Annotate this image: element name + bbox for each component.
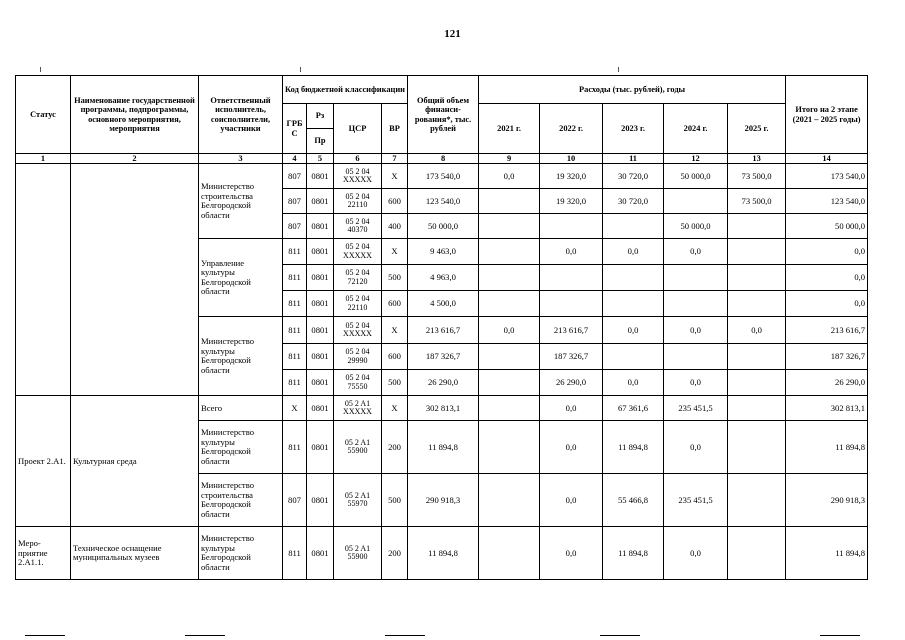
- total-cell: 123 540,0: [408, 189, 479, 214]
- rzpr-cell: 0801: [307, 344, 334, 370]
- total-cell: 302 813,1: [408, 396, 479, 421]
- col-number: 1: [16, 154, 71, 164]
- y2022-cell: 0,0: [540, 396, 603, 421]
- itogo-cell: 50 000,0: [786, 214, 868, 239]
- col-number: 6: [334, 154, 382, 164]
- grbs-cell: 811: [283, 527, 307, 580]
- rzpr-cell: 0801: [307, 370, 334, 396]
- vr-cell: X: [382, 239, 408, 265]
- responsible-cell: Управление культуры Белгородской области: [199, 239, 283, 317]
- y2024-cell: 0,0: [664, 421, 728, 474]
- itogo-cell: 11 894,8: [786, 527, 868, 580]
- total-cell: 213 616,7: [408, 317, 479, 344]
- responsible-cell: Министерство строительства Белгородской области: [199, 474, 283, 527]
- csr-cell: 05 2 04 75550: [334, 370, 382, 396]
- rzpr-cell: 0801: [307, 474, 334, 527]
- vr-cell: 600: [382, 344, 408, 370]
- scan-dash: [820, 635, 860, 636]
- grbs-cell: 807: [283, 214, 307, 239]
- status-cell-empty: [16, 164, 71, 396]
- y2025-cell: [728, 527, 786, 580]
- y2021-cell: [479, 239, 540, 265]
- y2024-cell: [664, 344, 728, 370]
- itogo-cell: 173 540,0: [786, 164, 868, 189]
- header-pr: Пр: [307, 129, 334, 154]
- total-cell: 50 000,0: [408, 214, 479, 239]
- col-number: 13: [728, 154, 786, 164]
- vr-cell: X: [382, 164, 408, 189]
- vr-cell: 500: [382, 474, 408, 527]
- col-number: 4: [283, 154, 307, 164]
- total-cell: 11 894,8: [408, 421, 479, 474]
- y2023-cell: 0,0: [603, 370, 664, 396]
- csr-cell: 05 2 04 22110: [334, 291, 382, 317]
- grbs-cell: X: [283, 396, 307, 421]
- y2021-cell: [479, 214, 540, 239]
- vr-cell: X: [382, 396, 408, 421]
- name-cell-empty: [71, 164, 199, 396]
- name-measure: Техническое оснащение муниципальных музеев: [71, 527, 199, 580]
- csr-cell: 05 2 A1 55900: [334, 421, 382, 474]
- csr-cell: 05 2 04 22110: [334, 189, 382, 214]
- header-csr: ЦСР: [334, 104, 382, 154]
- itogo-cell: 0,0: [786, 291, 868, 317]
- y2025-cell: [728, 291, 786, 317]
- total-cell: 26 290,0: [408, 370, 479, 396]
- y2024-cell: 0,0: [664, 317, 728, 344]
- rzpr-cell: 0801: [307, 396, 334, 421]
- y2022-cell: 26 290,0: [540, 370, 603, 396]
- itogo-cell: 123 540,0: [786, 189, 868, 214]
- y2021-cell: [479, 396, 540, 421]
- y2021-cell: 0,0: [479, 317, 540, 344]
- y2022-cell: [540, 214, 603, 239]
- y2021-cell: [479, 421, 540, 474]
- responsible-cell: Министерство культуры Белгородской области: [199, 317, 283, 396]
- table-row: [16, 527, 868, 580]
- col-number: 12: [664, 154, 728, 164]
- csr-cell: 05 2 A1 55900: [334, 527, 382, 580]
- y2024-cell: 235 451,5: [664, 396, 728, 421]
- y2021-cell: [479, 527, 540, 580]
- csr-cell: 05 2 A1 55970: [334, 474, 382, 527]
- itogo-cell: 187 326,7: [786, 344, 868, 370]
- y2021-cell: [479, 344, 540, 370]
- y2024-cell: [664, 189, 728, 214]
- responsible-cell: Министерство строительства Белгородской области: [199, 164, 283, 239]
- header-year-2025: 2025 г.: [728, 104, 786, 154]
- total-cell: 4 963,0: [408, 265, 479, 291]
- y2023-cell: [603, 344, 664, 370]
- header-year-2024: 2024 г.: [664, 104, 728, 154]
- rzpr-cell: 0801: [307, 527, 334, 580]
- grbs-cell: 811: [283, 421, 307, 474]
- y2024-cell: 0,0: [664, 370, 728, 396]
- header-vr: ВР: [382, 104, 408, 154]
- total-cell: 173 540,0: [408, 164, 479, 189]
- y2022-cell: 19 320,0: [540, 164, 603, 189]
- header-itogo: Итого на 2 этапе (2021 – 2025 годы): [786, 76, 868, 154]
- rzpr-cell: 0801: [307, 421, 334, 474]
- grbs-cell: 811: [283, 344, 307, 370]
- itogo-cell: 213 616,7: [786, 317, 868, 344]
- header-responsible: Ответственный исполнитель, соисполнители, участники: [199, 76, 283, 154]
- y2025-cell: 0,0: [728, 317, 786, 344]
- table-row: [16, 164, 868, 189]
- total-cell: 11 894,8: [408, 527, 479, 580]
- csr-cell: 05 2 A1 XXXXX: [334, 396, 382, 421]
- vr-cell: 400: [382, 214, 408, 239]
- y2023-cell: [603, 291, 664, 317]
- itogo-cell: 11 894,8: [786, 421, 868, 474]
- y2021-cell: [479, 474, 540, 527]
- vr-cell: 200: [382, 421, 408, 474]
- page-number: 121: [444, 28, 461, 40]
- y2021-cell: [479, 370, 540, 396]
- y2021-cell: [479, 265, 540, 291]
- header-name: Наименование государственной программы, подпрограммы, основного мероприятия, мероприятия: [71, 76, 199, 154]
- y2022-cell: [540, 291, 603, 317]
- vr-cell: 500: [382, 370, 408, 396]
- column-number-row: [16, 154, 868, 164]
- y2023-cell: 55 466,8: [603, 474, 664, 527]
- y2022-cell: 0,0: [540, 474, 603, 527]
- total-cell: 9 463,0: [408, 239, 479, 265]
- col-number: 7: [382, 154, 408, 164]
- y2021-cell: 0,0: [479, 164, 540, 189]
- total-cell: 187 326,7: [408, 344, 479, 370]
- header-year-2022: 2022 г.: [540, 104, 603, 154]
- y2023-cell: 30 720,0: [603, 189, 664, 214]
- grbs-cell: 811: [283, 291, 307, 317]
- y2022-cell: 0,0: [540, 421, 603, 474]
- col-number: 9: [479, 154, 540, 164]
- csr-cell: 05 2 04 72120: [334, 265, 382, 291]
- rzpr-cell: 0801: [307, 189, 334, 214]
- responsible-cell: Министерство культуры Белгородской области: [199, 421, 283, 474]
- y2025-cell: 73 500,0: [728, 189, 786, 214]
- y2024-cell: 0,0: [664, 527, 728, 580]
- header-year-2023: 2023 г.: [603, 104, 664, 154]
- y2025-cell: [728, 370, 786, 396]
- csr-cell: 05 2 04 XXXXX: [334, 317, 382, 344]
- header-status: Статус: [16, 76, 71, 154]
- rzpr-cell: 0801: [307, 214, 334, 239]
- csr-cell: 05 2 04 40370: [334, 214, 382, 239]
- header-year-2021: 2021 г.: [479, 104, 540, 154]
- budget-table: [15, 75, 868, 580]
- grbs-cell: 811: [283, 370, 307, 396]
- responsible-cell: Министерство культуры Белгородской области: [199, 527, 283, 580]
- y2025-cell: 73 500,0: [728, 164, 786, 189]
- rzpr-cell: 0801: [307, 164, 334, 189]
- table-row: [16, 396, 868, 421]
- y2023-cell: 67 361,6: [603, 396, 664, 421]
- name-project: Культурная среда: [71, 396, 199, 527]
- vr-cell: 600: [382, 189, 408, 214]
- y2023-cell: 30 720,0: [603, 164, 664, 189]
- status-project: Проект 2.А1.: [16, 396, 71, 527]
- itogo-cell: 0,0: [786, 239, 868, 265]
- grbs-cell: 807: [283, 164, 307, 189]
- y2022-cell: [540, 265, 603, 291]
- table-header: [16, 76, 868, 164]
- csr-cell: 05 2 04 XXXXX: [334, 164, 382, 189]
- header-budget-code: Код бюджетной классификации: [283, 76, 408, 104]
- y2021-cell: [479, 291, 540, 317]
- total-cell: 4 500,0: [408, 291, 479, 317]
- y2024-cell: 235 451,5: [664, 474, 728, 527]
- y2025-cell: [728, 214, 786, 239]
- y2024-cell: 50 000,0: [664, 164, 728, 189]
- col-number: 14: [786, 154, 868, 164]
- itogo-cell: 26 290,0: [786, 370, 868, 396]
- y2025-cell: [728, 265, 786, 291]
- rzpr-cell: 0801: [307, 265, 334, 291]
- y2022-cell: 213 616,7: [540, 317, 603, 344]
- header-rz: Рз: [307, 104, 334, 129]
- grbs-cell: 807: [283, 189, 307, 214]
- grbs-cell: 811: [283, 265, 307, 291]
- csr-cell: 05 2 04 29990: [334, 344, 382, 370]
- y2025-cell: [728, 421, 786, 474]
- y2023-cell: 11 894,8: [603, 421, 664, 474]
- scan-dash: [25, 635, 65, 636]
- col-number: 10: [540, 154, 603, 164]
- y2025-cell: [728, 239, 786, 265]
- itogo-cell: 0,0: [786, 265, 868, 291]
- csr-cell: 05 2 04 XXXXX: [334, 239, 382, 265]
- itogo-cell: 302 813,1: [786, 396, 868, 421]
- y2025-cell: [728, 344, 786, 370]
- vr-cell: 200: [382, 527, 408, 580]
- header-grbs: ГРБ С: [283, 104, 307, 154]
- y2023-cell: 0,0: [603, 317, 664, 344]
- scan-marks: [0, 67, 905, 73]
- rzpr-cell: 0801: [307, 317, 334, 344]
- grbs-cell: 811: [283, 317, 307, 344]
- vr-cell: X: [382, 317, 408, 344]
- y2022-cell: 0,0: [540, 527, 603, 580]
- grbs-cell: 807: [283, 474, 307, 527]
- y2023-cell: 11 894,8: [603, 527, 664, 580]
- y2023-cell: [603, 214, 664, 239]
- col-number: 5: [307, 154, 334, 164]
- total-cell: 290 918,3: [408, 474, 479, 527]
- y2024-cell: 0,0: [664, 239, 728, 265]
- vr-cell: 500: [382, 265, 408, 291]
- scan-dash: [600, 635, 640, 636]
- col-number: 11: [603, 154, 664, 164]
- y2023-cell: [603, 265, 664, 291]
- responsible-cell: Всего: [199, 396, 283, 421]
- col-number: 2: [71, 154, 199, 164]
- y2022-cell: 187 326,7: [540, 344, 603, 370]
- y2025-cell: [728, 474, 786, 527]
- y2024-cell: [664, 265, 728, 291]
- vr-cell: 600: [382, 291, 408, 317]
- header-expenses: Расходы (тыс. рублей), годы: [479, 76, 786, 104]
- y2023-cell: 0,0: [603, 239, 664, 265]
- y2025-cell: [728, 396, 786, 421]
- rzpr-cell: 0801: [307, 239, 334, 265]
- status-measure: Меро-приятие 2.А1.1.: [16, 527, 71, 580]
- y2021-cell: [479, 189, 540, 214]
- col-number: 8: [408, 154, 479, 164]
- scan-dash: [385, 635, 425, 636]
- col-number: 3: [199, 154, 283, 164]
- y2024-cell: [664, 291, 728, 317]
- y2024-cell: 50 000,0: [664, 214, 728, 239]
- scan-dash: [185, 635, 225, 636]
- y2022-cell: 0,0: [540, 239, 603, 265]
- itogo-cell: 290 918,3: [786, 474, 868, 527]
- rzpr-cell: 0801: [307, 291, 334, 317]
- header-total-volume: Общий объем финанси-рования*, тыс. рублей: [408, 76, 479, 154]
- grbs-cell: 811: [283, 239, 307, 265]
- y2022-cell: 19 320,0: [540, 189, 603, 214]
